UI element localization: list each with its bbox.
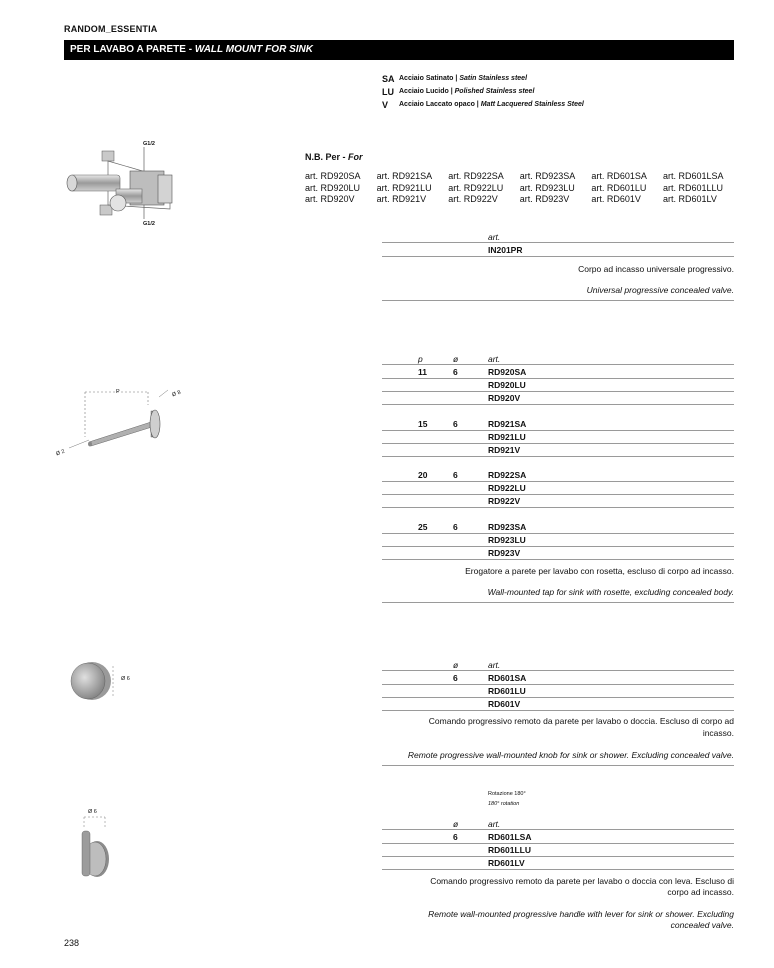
article-code: RD922SA	[488, 470, 527, 480]
article-code: RD922LU	[488, 483, 526, 493]
table-rule	[382, 391, 734, 392]
finish-code: V	[382, 99, 389, 110]
finish-desc	[399, 75, 527, 82]
section-banner	[64, 40, 734, 60]
column-header-diameter: ø	[453, 819, 459, 829]
finish-it: Acciaio Satinato |	[399, 75, 460, 82]
article-cell: art. RD601LSA	[662, 171, 724, 181]
lever-illustration	[70, 805, 130, 880]
knob-illustration	[65, 660, 155, 705]
article-code: RD601LSA	[488, 832, 532, 842]
article-code: RD601SA	[488, 673, 527, 683]
column-header-art: art.	[488, 660, 501, 670]
column-header-art: art.	[488, 354, 501, 364]
article-cell: art. RD601LU	[591, 182, 647, 193]
dimension-label-p: P	[116, 389, 120, 395]
rotation-note-en: 180° rotation	[488, 801, 520, 807]
column-header-diameter: ø	[453, 354, 459, 364]
table-rule	[382, 378, 734, 379]
value-diameter: 6	[453, 832, 458, 842]
article-cell: art. RD923LU	[519, 182, 575, 193]
dimension-label-bottom: G1/2	[143, 221, 155, 227]
table-rule	[382, 507, 734, 508]
table-rule	[382, 404, 734, 405]
article-cell: art. RD923V	[519, 194, 570, 204]
table-rule	[382, 869, 734, 870]
value-diameter: 6	[453, 367, 458, 377]
table-rule	[382, 443, 734, 444]
article-code: RD601V	[488, 699, 521, 709]
table-rule	[382, 430, 734, 431]
table-rule	[382, 670, 734, 671]
finish-desc	[399, 88, 534, 95]
table-rule	[382, 533, 734, 534]
finish-it: Acciaio Lucido |	[399, 88, 455, 95]
finish-legend	[382, 72, 584, 111]
article-code: RD920LU	[488, 380, 526, 390]
table-rule	[382, 481, 734, 482]
dimension-label-rosette: Ø 8	[171, 389, 182, 399]
table-rule	[382, 364, 734, 365]
article-cell: art. RD921SA	[376, 171, 433, 181]
finish-row-sa	[382, 72, 584, 85]
table-rule	[382, 494, 734, 495]
description-it-line1: Comando progressivo remoto da parete per lavabo o doccia con leva. Escluso di	[430, 876, 734, 886]
table-rule	[382, 856, 734, 857]
finish-desc	[399, 101, 584, 108]
dimension-label-lever: Ø 6	[88, 809, 97, 815]
article-cell: art. RD920LU	[305, 182, 361, 193]
column-header-p: p	[418, 354, 423, 364]
description-it: Erogatore a parete per lavabo con rosetta, escluso di corpo ad incasso.	[465, 566, 734, 576]
article-cell: art. RD601SA	[591, 171, 647, 181]
value-diameter: 6	[453, 470, 458, 480]
article-code: RD921V	[488, 445, 521, 455]
description-it-line2: corpo ad incasso.	[667, 887, 734, 897]
article-code: RD923V	[488, 548, 521, 558]
description-en: Universal progressive concealed valve.	[586, 285, 734, 295]
compatible-articles-grid	[305, 171, 735, 204]
table-rule	[382, 684, 734, 685]
article-cell: art. RD922V	[448, 194, 498, 204]
article-code: RD920V	[488, 393, 521, 403]
page-number: 238	[64, 938, 80, 948]
nb-it: N.B. Per -	[305, 152, 349, 162]
article-code: RD921SA	[488, 419, 527, 429]
value-diameter: 6	[453, 673, 458, 683]
dimension-label-top: G1/2	[143, 141, 155, 147]
description-it: Corpo ad incasso universale progressivo.	[578, 264, 734, 274]
article-code: RD601LLU	[488, 845, 531, 855]
dimension-label-pipe: Ø 2	[55, 448, 66, 458]
table-rule	[382, 256, 734, 257]
table-rule	[382, 559, 734, 560]
article-cell: art. RD601LV	[662, 194, 717, 204]
article-cell: art. RD920SA	[305, 171, 361, 181]
article-code: RD923LU	[488, 535, 526, 545]
table-rule	[382, 242, 734, 243]
table-rule	[382, 843, 734, 844]
value-p: 15	[418, 419, 428, 429]
article-code: RD923SA	[488, 522, 527, 532]
description-it-line2: incasso.	[702, 728, 734, 738]
column-header-diameter: ø	[453, 660, 459, 670]
value-diameter: 6	[453, 522, 458, 532]
value-p: 20	[418, 470, 428, 480]
article-cell: art. RD923SA	[519, 171, 576, 181]
brand-label: RANDOM_ESSENTIA	[64, 24, 158, 34]
article-cell: art. RD922LU	[448, 182, 504, 193]
column-header-art: art.	[488, 819, 501, 829]
description-en: Wall-mounted tap for sink with rosette, excluding concealed body.	[487, 587, 734, 597]
table-rule	[382, 546, 734, 547]
description-en-line2: concealed valve.	[670, 920, 734, 930]
article-code: RD921LU	[488, 432, 526, 442]
finish-en: Matt Lacquered Stainless Steel	[480, 101, 584, 108]
banner-it: PER LAVABO A PARETE -	[70, 44, 195, 55]
finish-code: LU	[382, 86, 394, 97]
dimension-label-knob: Ø 6	[121, 676, 130, 682]
article-cell: art. RD922SA	[448, 171, 504, 181]
finish-it: Acciaio Laccato opaco |	[399, 101, 481, 108]
finish-en: Polished Stainless steel	[454, 88, 535, 95]
article-cell: art. RD601V	[591, 194, 641, 204]
banner-en: WALL MOUNT FOR SINK	[194, 44, 313, 55]
finish-row-v	[382, 98, 584, 111]
article-cell: art. RD921V	[376, 194, 427, 204]
nb-en: For	[348, 152, 363, 162]
article-cell: art. RD920V	[305, 194, 355, 204]
article-code: IN201PR	[488, 245, 523, 255]
description-it-line1: Comando progressivo remoto da parete per lavabo o doccia. Escluso di corpo ad	[428, 716, 734, 726]
section-rule	[382, 602, 734, 603]
description-en-line1: Remote wall-mounted progressive handle with lever for sink or shower. Excluding	[428, 909, 734, 919]
article-code: RD601LV	[488, 858, 525, 868]
value-p: 25	[418, 522, 428, 532]
value-p: 11	[418, 367, 427, 377]
article-code: RD601LU	[488, 686, 526, 696]
article-cell: art. RD921LU	[376, 182, 432, 193]
table-rule	[382, 829, 734, 830]
article-code: RD922V	[488, 496, 521, 506]
value-diameter: 6	[453, 419, 458, 429]
finish-code: SA	[382, 73, 395, 84]
nb-label	[305, 152, 363, 162]
table-rule	[382, 456, 734, 457]
concealed-valve-illustration	[60, 135, 200, 235]
finish-en: Satin Stainless steel	[459, 75, 528, 82]
rotation-note-it: Rotazione 180°	[488, 791, 526, 797]
table-rule	[382, 697, 734, 698]
section-rule	[382, 765, 734, 766]
finish-row-lu	[382, 85, 584, 98]
table-rule	[382, 710, 734, 711]
article-cell: art. RD601LLU	[662, 182, 723, 193]
section-rule	[382, 300, 734, 301]
column-header-art: art.	[488, 232, 501, 242]
article-code: RD920SA	[488, 367, 527, 377]
description-en: Remote progressive wall-mounted knob for sink or shower. Excluding concealed valve.	[407, 750, 734, 760]
